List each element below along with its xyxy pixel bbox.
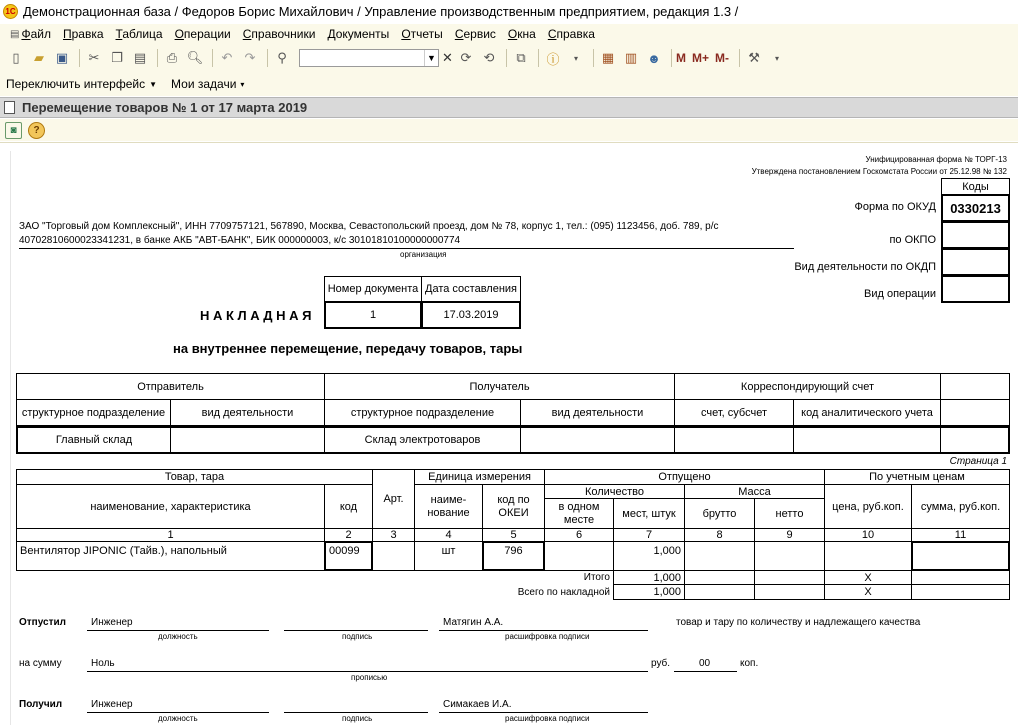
menu-operations[interactable]: Операции (174, 27, 231, 41)
grand-total-label: Всего по накладной (517, 587, 610, 598)
released-position-line (87, 630, 269, 631)
sender-activity-value (170, 426, 325, 454)
printed-form (0, 142, 1018, 725)
save-icon[interactable]: ▣ (55, 50, 69, 65)
released-position: Инженер (91, 617, 133, 628)
doc-number-header: Номер документа (324, 276, 422, 302)
help-icon[interactable]: ? (28, 122, 45, 139)
decode-caption: расшифровка подписи (505, 714, 590, 723)
col-number: 4 (414, 528, 483, 542)
switch-interface-button[interactable]: Переключить интерфейс ▼ (6, 77, 158, 91)
invoice-heading: Н А К Л А Д Н А Я (200, 308, 312, 323)
doc-date-header: Дата составления (421, 276, 521, 302)
page-number: Страница 1 (949, 456, 1007, 467)
toolbar-separator (506, 49, 507, 67)
received-position: Инженер (91, 699, 133, 710)
menu-table[interactable]: Таблица (115, 27, 163, 41)
table-row-places: 1,000 (613, 541, 685, 571)
released-name: Матягин А.А. (443, 617, 504, 628)
search-input[interactable] (299, 49, 439, 67)
more-dropdown-icon[interactable]: ▾ (775, 53, 780, 63)
toolbar-separator (538, 49, 539, 67)
col-number: 5 (482, 528, 545, 542)
total-sum (911, 570, 1010, 585)
okdp-value (941, 248, 1010, 276)
total-label: Итого (583, 572, 610, 583)
receiver-header: Получатель (324, 373, 675, 400)
camera-icon[interactable]: ◙ (5, 122, 22, 139)
goods-code-header: код (324, 484, 373, 529)
main-toolbar (0, 44, 1018, 72)
toolbar-separator (593, 49, 594, 67)
kop-label: коп. (740, 658, 759, 669)
table-row-in-one (544, 541, 614, 571)
quantity-header: Количество (544, 484, 685, 499)
more-dropdown-icon[interactable]: ▾ (573, 53, 578, 63)
total-qty: 1,000 (613, 570, 685, 585)
released-label: Отпустил (19, 617, 66, 628)
operation-label: Вид операции (864, 288, 936, 300)
print-icon[interactable]: ⎙ (166, 50, 178, 65)
grand-total-price-x: X (824, 584, 912, 600)
prices-header: По учетным ценам (824, 469, 1010, 485)
sign-caption: подпись (342, 714, 373, 723)
received-position-line (87, 712, 269, 713)
find-icon[interactable]: ⚲ (277, 50, 287, 65)
menu-service[interactable]: Сервис (454, 27, 496, 41)
total-net (754, 570, 825, 585)
col-number: 8 (684, 528, 755, 542)
wrench-icon[interactable]: ⚒ (748, 50, 760, 65)
goods-name-header: наименование, характеристика (16, 484, 325, 529)
paste-icon[interactable]: ▤ (133, 50, 147, 65)
okei-header: код по ОКЕИ (482, 484, 545, 529)
clear-search-icon[interactable]: ✕ (442, 50, 453, 65)
menu-edit[interactable]: Правка (62, 27, 104, 41)
org-underline (19, 248, 794, 249)
receiver-unit-value: Склад электротоваров (324, 426, 521, 454)
toolbar-separator (212, 49, 213, 67)
rub-label: руб. (651, 658, 671, 669)
table-row-unit: шт (414, 541, 483, 571)
sender-header: Отправитель (16, 373, 325, 400)
memory-plus-button[interactable]: M+ (692, 51, 710, 65)
art-header: Арт. (372, 469, 415, 529)
menu-reports[interactable]: Отчеты (401, 27, 443, 41)
released-sign-line (284, 630, 428, 631)
document-toolbar (0, 119, 1018, 141)
interface-bar (0, 72, 1018, 96)
menu-windows[interactable]: Окна (507, 27, 536, 41)
col-number: 2 (324, 528, 373, 542)
received-label: Получил (19, 699, 63, 710)
memory-m-button[interactable]: M (676, 51, 686, 65)
sign-caption: подпись (342, 632, 373, 641)
sum-words: Ноль (91, 658, 115, 669)
released-header: Отпущено (544, 469, 825, 485)
find-prev-icon[interactable]: ⟲ (483, 50, 495, 65)
chevron-down-icon[interactable]: ▼ (424, 50, 438, 66)
mass-header: Масса (684, 484, 825, 499)
cut-icon[interactable]: ✂ (88, 50, 100, 65)
account-value (674, 426, 794, 454)
goods-header: Товар, тара (16, 469, 373, 485)
col-number: 11 (911, 528, 1010, 542)
parties-empty-header (940, 399, 1010, 426)
okud-value: 0330213 (941, 194, 1010, 222)
org-line-1: ЗАО "Торговый дом Комплексный", ИНН 7709757121, 567890, Москва, Севастопольский проезд, дом № 78, корпус 1, тел.: (095) 1123456, доб. 789, р/с (19, 221, 719, 232)
grand-total-qty: 1,000 (613, 584, 685, 600)
menu-help[interactable]: Справка (547, 27, 595, 41)
receiver-activity-value (520, 426, 675, 454)
total-gross (684, 570, 755, 585)
grand-total-net (754, 584, 825, 600)
sender-activity-header: вид деятельности (170, 399, 325, 426)
menu-bar (0, 24, 1018, 44)
kop-value: 00 (699, 658, 711, 669)
copy-icon[interactable]: ❐ (111, 50, 123, 65)
kop-line (674, 671, 737, 672)
col-number: 9 (754, 528, 825, 542)
sum-words-line (87, 671, 648, 672)
invoice-subheading: на внутреннее перемещение, передачу товаров, тары (173, 341, 523, 356)
released-name-line (439, 630, 648, 631)
okud-label: Форма по ОКУД (854, 201, 936, 213)
doc-number-value: 1 (324, 301, 422, 329)
document-title: Перемещение товаров № 1 от 17 марта 2019 (22, 100, 308, 115)
table-row-net (754, 541, 825, 571)
table-row-art (372, 541, 415, 571)
calculator-icon[interactable]: ▦ (601, 50, 615, 65)
toolbar-separator (739, 49, 740, 67)
corr-empty-header (940, 373, 1010, 400)
receiver-activity-header: вид деятельности (520, 399, 675, 426)
org-caption: организация (400, 250, 447, 259)
undo-icon[interactable]: ↶ (221, 50, 233, 65)
okdp-label: Вид деятельности по ОКДП (794, 261, 936, 273)
table-row-gross (684, 541, 755, 571)
new-doc-icon[interactable]: ▯ (12, 50, 20, 65)
corr-account-header: Корреспондирующий счет (674, 373, 941, 400)
col-number: 6 (544, 528, 614, 542)
table-row-name: Вентилятор JIPONIC (Тайв.), напольный (16, 541, 325, 571)
approval-label: Утверждена постановлением Госкомстата России от 25.12.98 № 132 (751, 167, 1007, 176)
total-price-x: X (824, 570, 912, 585)
windows-icon[interactable]: ⧉ (516, 50, 526, 65)
in-one-place-header: в одном месте (544, 498, 614, 529)
okpo-value (941, 221, 1010, 249)
title-bar (0, 0, 1018, 22)
menu-file[interactable]: ▤ Файл (10, 27, 51, 41)
account-sub-header: счет, субсчет (674, 399, 794, 426)
col-number: 3 (372, 528, 415, 542)
okpo-label: по ОКПО (889, 234, 936, 246)
grand-total-gross (684, 584, 755, 600)
toolbar-separator (671, 49, 672, 67)
quality-text: товар и тару по количеству и надлежащего качества (676, 617, 921, 628)
position-caption: должность (158, 714, 198, 723)
memory-minus-button[interactable]: M- (715, 51, 730, 65)
sender-struct-unit-header: структурное подразделение (16, 399, 171, 426)
document-icon (4, 101, 15, 114)
find-next-icon[interactable]: ⟳ (460, 50, 472, 65)
decode-caption: расшифровка подписи (505, 632, 590, 641)
received-name-line (439, 712, 648, 713)
org-line-2: 40702810600023341231, в банке АКБ "АВТ-БАНК", БИК 000000003, к/с 30101810100000000774 (19, 235, 461, 246)
codes-header: Коды (941, 178, 1010, 195)
toolbar-separator (267, 49, 268, 67)
unit-header: Единица измерения (414, 469, 545, 485)
price-header: цена, руб.коп. (824, 484, 912, 529)
received-sign-line (284, 712, 428, 713)
sum-caption: прописью (351, 673, 388, 682)
received-name: Симакаев И.А. (443, 699, 512, 710)
grand-total-sum (911, 584, 1010, 600)
gross-header: брутто (684, 498, 755, 529)
places-header: мест, штук (613, 498, 685, 529)
chevron-down-icon: ▼ (149, 79, 158, 89)
doc-date-value: 17.03.2019 (421, 301, 521, 329)
analytic-code-header: код аналитического учета (793, 399, 941, 426)
col-number: 10 (824, 528, 912, 542)
sum-header: сумма, руб.коп. (911, 484, 1010, 529)
sum-label: на сумму (19, 658, 62, 669)
open-folder-icon[interactable]: ▰ (34, 50, 44, 65)
calendar-icon[interactable]: ▥ (624, 50, 638, 65)
menu-catalogs[interactable]: Справочники (242, 27, 316, 41)
sheet-margin-line (10, 151, 11, 725)
toolbar-separator (79, 49, 80, 67)
table-row-price (824, 541, 912, 571)
receiver-struct-unit-header: структурное подразделение (324, 399, 521, 426)
sender-unit-value: Главный склад (16, 426, 171, 454)
table-row-okei: 796 (482, 541, 545, 571)
menu-documents[interactable]: Документы (327, 27, 390, 41)
users-icon[interactable]: ☻ (647, 50, 661, 66)
unit-name-header: наиме- нование (414, 484, 483, 529)
col-number: 7 (613, 528, 685, 542)
app-logo-icon: 1С (3, 4, 18, 19)
redo-icon[interactable]: ↷ (244, 50, 256, 65)
unified-form-label: Унифицированная форма № ТОРГ-13 (865, 155, 1007, 164)
net-header: нетто (754, 498, 825, 529)
operation-value (941, 275, 1010, 303)
window-title: Демонстрационная база / Федоров Борис Михайлович / Управление производственным предприятием, редакция 1.3 / (23, 3, 739, 19)
position-caption: должность (158, 632, 198, 641)
table-row-code: 00099 (324, 541, 373, 571)
toolbar-separator (157, 49, 158, 67)
col-number: 1 (16, 528, 325, 542)
info-icon[interactable]: ⓘ (546, 51, 560, 67)
table-row-sum (911, 541, 1010, 571)
menu-file-icon: ▤ (10, 28, 20, 40)
my-tasks-button[interactable]: Мои задачи ▾ (171, 77, 245, 91)
document-window-header (0, 97, 1018, 118)
analytic-code-value (793, 426, 941, 454)
parties-empty-value (940, 426, 1010, 454)
chevron-down-icon: ▾ (240, 79, 245, 89)
print-preview-icon[interactable]: 🔍︎ (186, 50, 204, 65)
